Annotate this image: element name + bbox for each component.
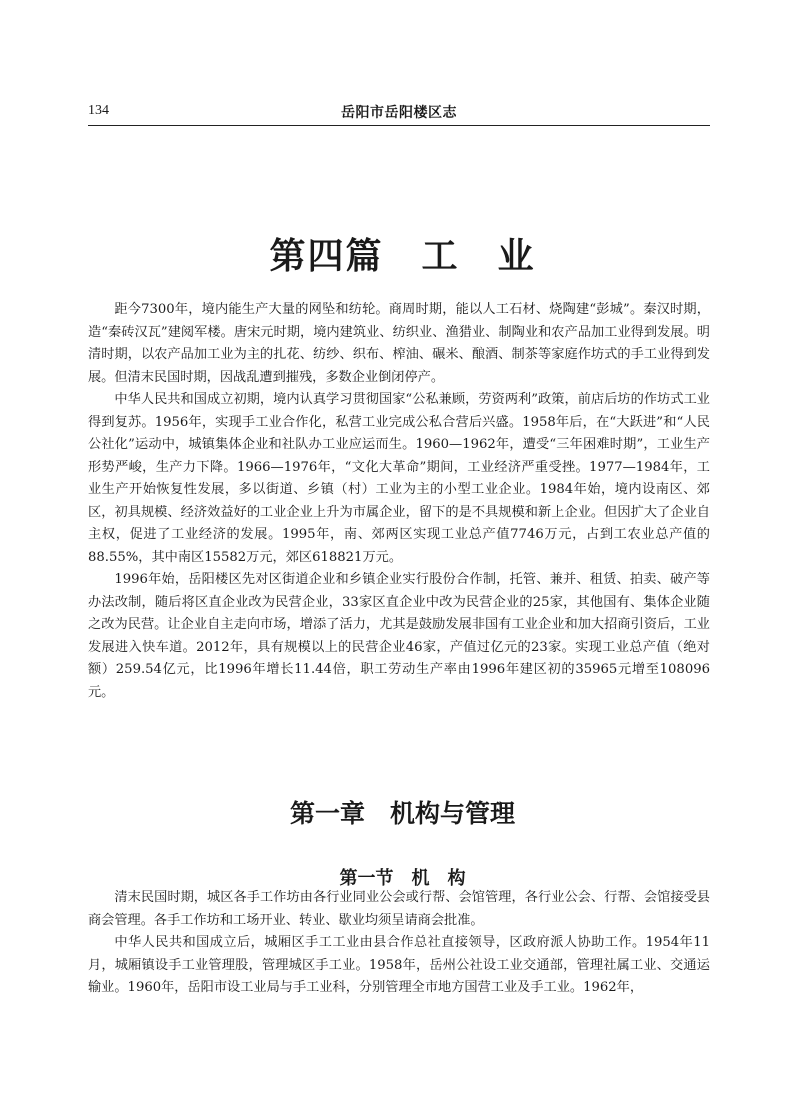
section-text [88,887,710,1000]
page-number: 134 [88,103,109,118]
paragraph: 中华人民共和国成立后，城厢区手工工业由县合作总社直接领导，区政府派人协助工作。1954年11月，城厢镇设手工业管理股，管理城区手工业。1958年，岳州公社设工业交通部，管理社属工业、交通运输业。1960年，岳阳市设工业局与手工业科，分别管理全市地方国营工业及手工业。1962年， [88,935,710,995]
paragraph: 1996年始，岳阳楼区先对区街道企业和乡镇企业实行股份合作制，托管、兼并、租赁、拍卖、破产等办法改制，随后将区直企业改为民营企业，33家区直企业中改为民营企业的25家，其他国有、集体企业随之改为民营。让企业自主走向市场，增添了活力，尤其是鼓励发展非国有工业企业和加大招商引资后，工业发展进入快车道。2012年，具有规模以上的民营企业46家，产值过亿元的23家。实现工业总产值（绝对额）259.54亿元，比1996年增长11.44倍，职工劳动生产率由1996年建区初的35965元增至108096元。 [88,572,710,700]
paragraph: 距今7300年，境内能生产大量的网坠和纺轮。商周时期，能以人工石材、烧陶建“彭城”。秦汉时期，造“秦砖汉瓦”建阅军楼。唐宋元时期，境内建筑业、纺织业、渔猎业、制陶业和农产品加工业得到发展。明清时期，以农产品加工业为主的扎花、纺纱、织布、榨油、碾米、酿酒、制茶等家庭作坊式的手工业得到发展。但清末民国时期，因战乱遭到摧残，多数企业倒闭停产。 [88,302,710,385]
running-title: 岳阳市岳阳楼区志 [341,105,457,121]
intro-text [88,299,710,704]
paragraph: 中华人民共和国成立初期，境内认真学习贯彻国家“公私兼顾，劳资两利”政策，前店后坊的作坊式工业得到复苏。1956年，实现手工业合作化，私营工业完成公私合营后兴盛。1958年后，在“大跃进”和“人民公社化”运动中，城镇集体企业和社队办工业应运而生。1960—1962年，遭受“三年困难时期”，工业生产形势严峻，生产力下降。1966—1976年，“文化大革命”期间，工业经济严重受挫。1977—1984年，工业生产开始恢复性发展，多以街道、乡镇（村）工业为主的小型工业企业。1984年始，境内设南区、郊区，初具规模、经济效益好的工业企业上升为市属企业，留下的是不具规模和新上企业。但因扩大了企业自主权，促进了工业经济的发展。1995年，南、郊两区实现工业总产值7746万元，占到工农业总产值的88.55%，其中南区15582万元，郊区618821万元。 [88,392,710,565]
paragraph: 清末民国时期，城区各手工作坊由各行业同业公会或行帮、会馆管理，各行业公会、行帮、会馆接受县商会管理。各手工作坊和工场开业、转业、歇业均须呈请商会批准。 [88,890,710,928]
section-title: 第一节 机 构 [339,868,466,889]
part-title: 第四篇 工 业 [269,235,536,278]
page-header [88,101,710,126]
chapter-title: 第一章 机构与管理 [289,798,515,828]
